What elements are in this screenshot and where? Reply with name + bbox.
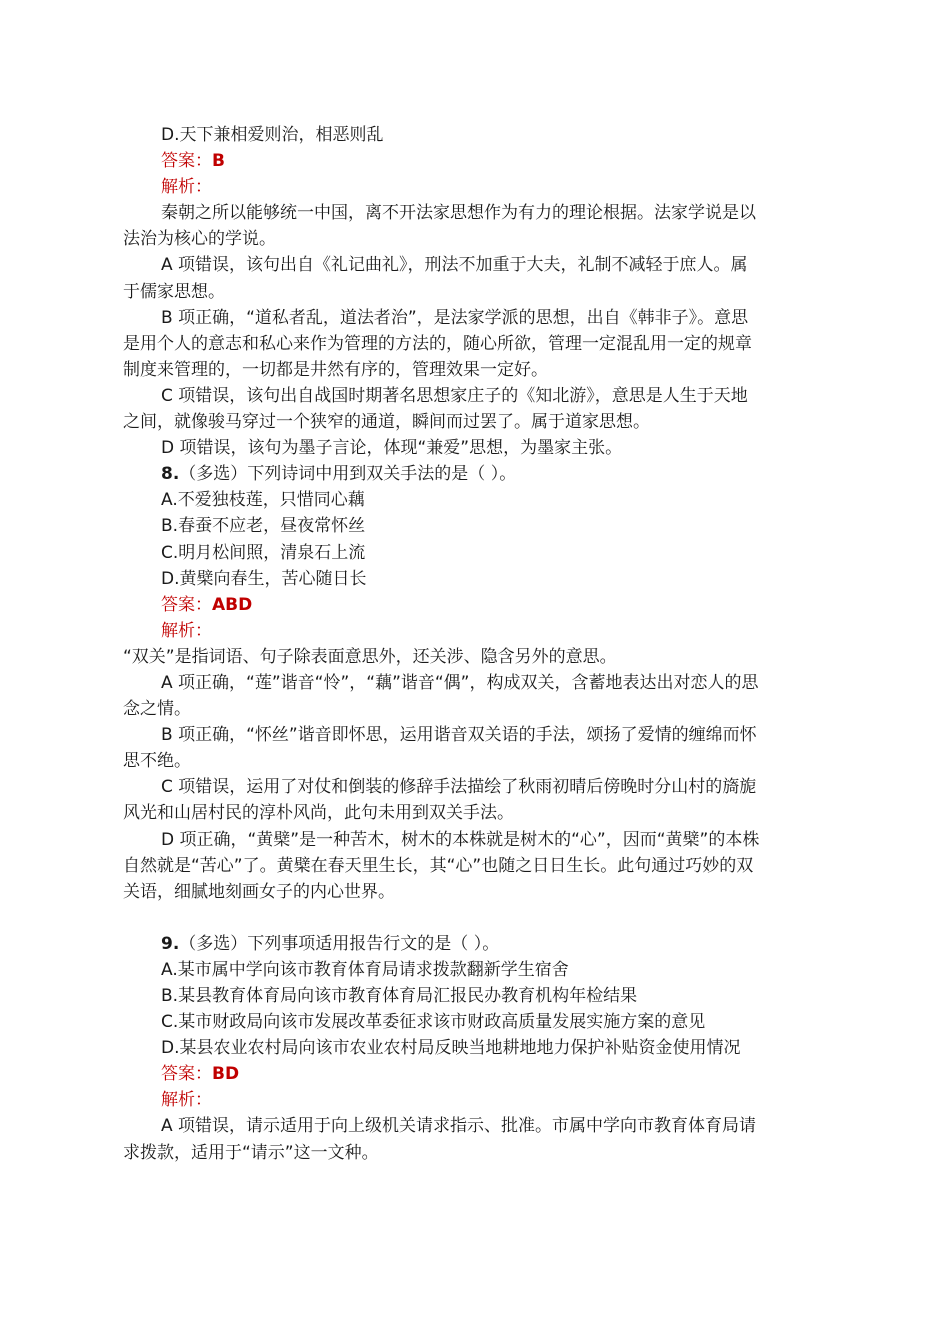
q8-option-a: A.不爱独枝莲，只惜同心藕	[161, 490, 365, 511]
q8-number: 8.	[161, 464, 180, 485]
q7-analysis-p2-line1: A 项错误，该句出自《礼记曲礼》，刑法不加重于大夫，礼制不减轻于庶人。属	[161, 255, 748, 276]
q8-analysis-p4-line1: C 项错误，运用了对仗和倒装的修辞手法描绘了秋雨初晴后傍晚时分山村的旖旎	[161, 777, 757, 798]
q9-option-a: A.某市属中学向该市教育体育局请求拨款翻新学生宿舍	[161, 959, 569, 980]
q9-option-b: B.某县教育体育局向该市教育体育局汇报民办教育机构年检结果	[161, 986, 638, 1006]
q8-analysis-p3-line2: 思不绝。	[123, 751, 191, 772]
q9-number: 9.	[161, 933, 180, 954]
q7-option-d: D.天下兼相爱则治，相恶则乱	[161, 125, 384, 145]
q8-analysis-p2-line1: A 项正确，“莲”谐音“怜”，“藕”谐音“偶”，构成双关，含蓄地表达出对恋人的思	[161, 672, 759, 693]
q9-analysis-p1-line2: 求拨款，适用于“请示”这一文种。	[123, 1142, 379, 1163]
q8-analysis-p5-line1: D 项正确，“黄檗”是一种苦木，树木的本株就是树木的“心”，因而“黄檗”的本株	[161, 829, 760, 850]
spacer	[123, 905, 838, 931]
q9-analysis-p1-line1: A 项错误，请示适用于向上级机关请求指示、批准。市属中学向市教育体育局请	[161, 1116, 757, 1137]
q8-option-c: C.明月松间照，清泉石上流	[161, 542, 366, 563]
q9-stem-text: （多选）下列事项适用报告行文的是（ ）。	[179, 933, 500, 954]
q7-analysis-p5-line1: D 项错误，该句为墨子言论，体现“兼爱”思想，为墨家主张。	[161, 438, 623, 459]
q8-analysis-label: 解析：	[161, 620, 212, 641]
q8-analysis-p3-line1: B 项正确，“怀丝”谐音即怀思，运用谐音双关语的手法，颂扬了爱情的缠绵而怀	[161, 725, 757, 746]
q8-stem-text: （多选）下列诗词中用到双关手法的是（ ）。	[179, 464, 517, 485]
q8-analysis-p2-line2: 念之情。	[123, 699, 191, 720]
q7-analysis-p1-line2: 法治为核心的学说。	[123, 229, 276, 250]
q8-analysis-p1-line1: “双关”是指词语、句子除表面意思外，还关涉、隐含另外的意思。	[123, 646, 617, 667]
q7-analysis-label: 解析：	[161, 177, 212, 198]
q7-analysis-p3-line3: 制度来管理的，一切都是井然有序的，管理效果一定好。	[123, 359, 548, 380]
document-page	[123, 122, 838, 1166]
q8-answer-label: 答案：	[161, 594, 212, 615]
q7-answer-value: B	[212, 151, 225, 172]
q9-answer	[123, 1061, 838, 1087]
q9-analysis-label: 解析：	[161, 1090, 212, 1111]
q8-analysis-p4-line2: 风光和山居村民的淳朴风尚，此句未用到双关手法。	[123, 803, 514, 824]
q7-analysis-p3-line1: B 项正确，“道私者乱，道法者治”，是法家学派的思想，出自《韩非子》。意思	[161, 307, 749, 328]
q9-option-d: D.某县农业农村局向该市农业农村局反映当地耕地地力保护补贴资金使用情况	[161, 1038, 741, 1059]
q7-answer	[123, 148, 838, 174]
q9-answer-value: BD	[212, 1064, 240, 1085]
q7-answer-label: 答案：	[161, 151, 212, 172]
q8-option-b: B.春蚕不应老，昼夜常怀丝	[161, 516, 366, 537]
q8-analysis-p5-line3: 关语，细腻地刻画女子的内心世界。	[123, 881, 395, 902]
q9-stem	[123, 931, 838, 957]
q8-answer	[123, 592, 838, 618]
q7-analysis-p2-line2: 于儒家思想。	[123, 281, 225, 302]
q8-answer-value: ABD	[212, 594, 253, 615]
q7-analysis-p4-line1: C 项错误，该句出自战国时期著名思想家庄子的《知北游》，意思是人生于天地	[161, 385, 748, 406]
q7-analysis-p4-line2: 之间，就像骏马穿过一个狭窄的通道，瞬间而过罢了。属于道家思想。	[123, 412, 650, 433]
q9-option-c: C.某市财政局向该市发展改革委征求该市财政高质量发展实施方案的意见	[161, 1012, 706, 1033]
q8-analysis-p5-line2: 自然就是“苦心”了。黄檗在春天里生长，其“心”也随之日日生长。此句通过巧妙的双	[123, 855, 754, 876]
q7-analysis-p3-line2: 是用个人的意志和私心来作为管理的方法的，随心所欲，管理一定混乱用一定的规章	[123, 333, 752, 354]
q8-stem	[123, 461, 838, 487]
q7-analysis-p1-line1: 秦朝之所以能够统一中国，离不开法家思想作为有力的理论根据。法家学说是以	[161, 203, 756, 224]
q9-answer-label: 答案：	[161, 1064, 212, 1085]
q8-option-d: D.黄檗向春生，苦心随日长	[161, 568, 367, 589]
